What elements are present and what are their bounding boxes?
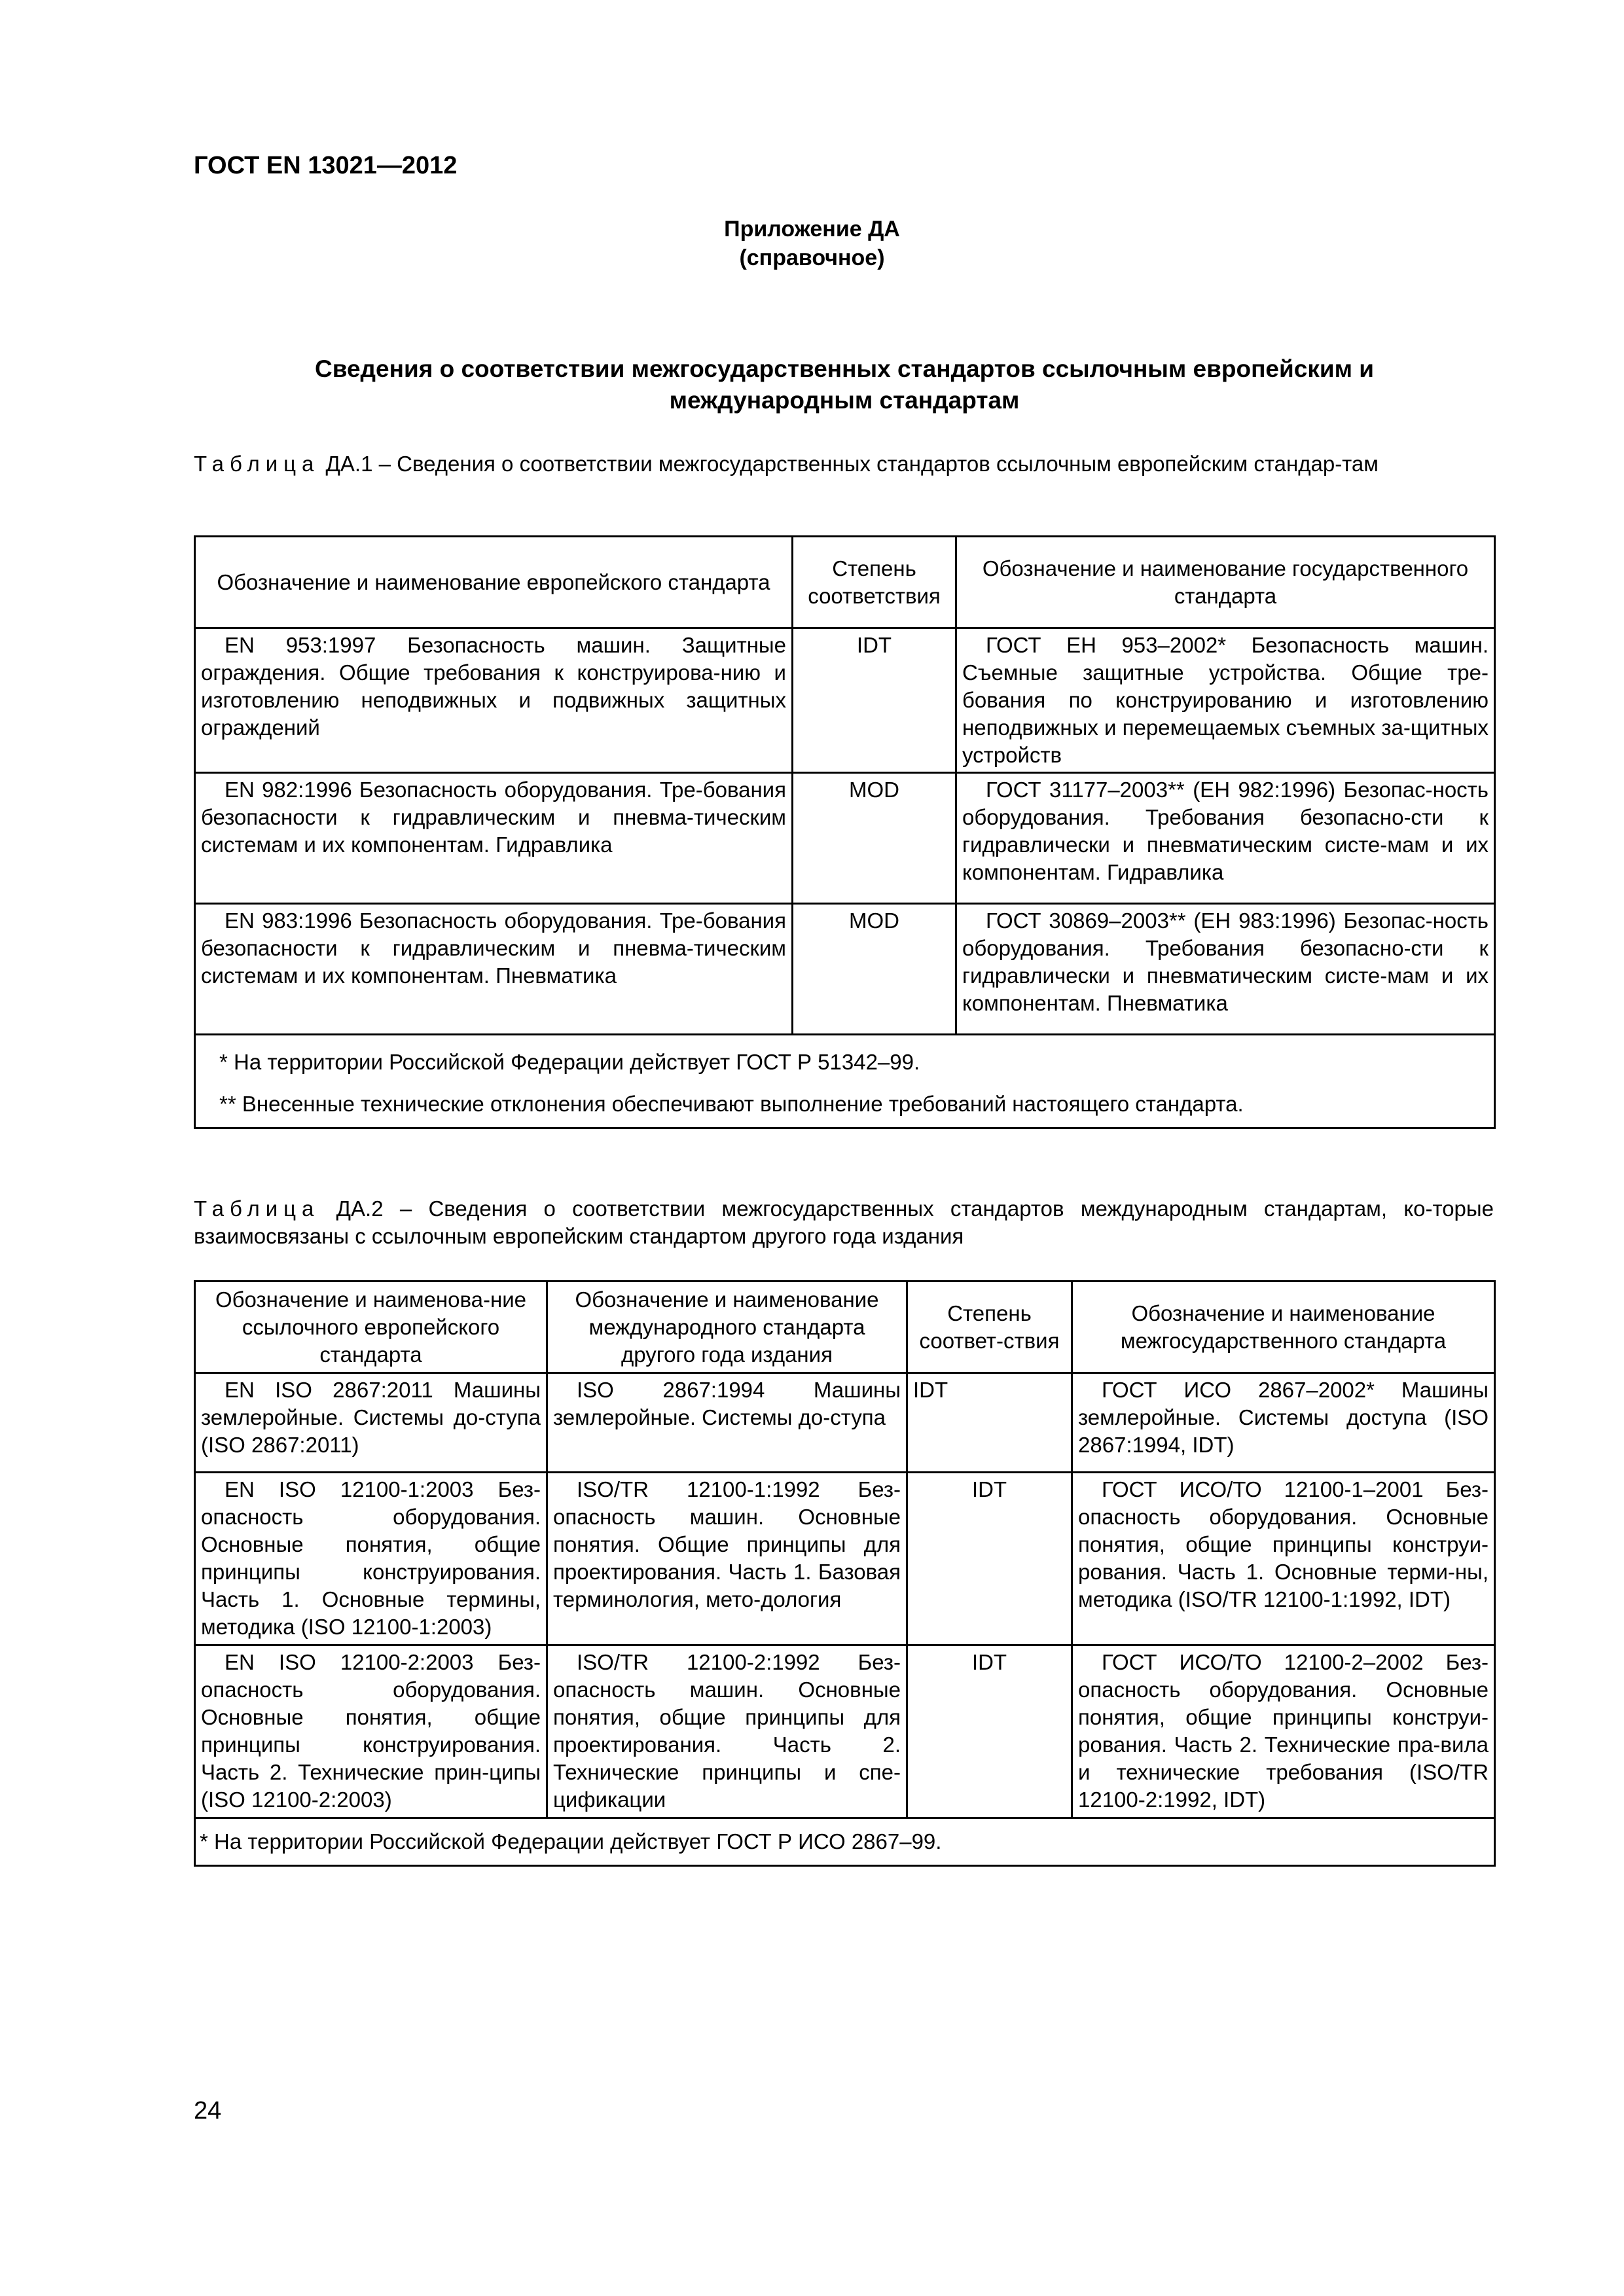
appendix-heading: [0, 215, 1624, 272]
table2-header-cell: Обозначение и наименование межгосударственного стандарта: [1072, 1282, 1495, 1373]
table2-cell-degree: IDT: [907, 1645, 1072, 1818]
table2-footnote-row: [195, 1818, 1495, 1866]
table2-cell-state-standard: ГОСТ ИСО 2867–2002* Машины землеройные. Системы доступа (ISO 2867:1994, IDT): [1072, 1373, 1495, 1473]
table2-header-cell: Обозначение и наименова-ние ссылочного европейского стандарта: [195, 1282, 547, 1373]
table1-caption-label: Таблица: [194, 452, 320, 476]
section-title-line-1: Сведения о соответствии межгосударственных стандартов ссылочным европейским и: [315, 355, 1374, 382]
table1-cell-degree: IDT: [793, 628, 956, 773]
table2-cell-european-standard: EN ISO 2867:2011 Машины землеройные. Системы до-ступа (ISO 2867:2011): [195, 1373, 547, 1473]
table-row: [195, 628, 1495, 773]
table2-caption: [194, 1195, 1494, 1250]
table2-header-row: [195, 1282, 1495, 1373]
table2-cell-european-standard: EN ISO 12100-1:2003 Без-опасность оборудования. Основные понятия, общие принципы конструирования. Часть 1. Основные термины, методика (ISO 12100-1:2003): [195, 1473, 547, 1645]
table1-cell-european-standard: EN 953:1997 Безопасность машин. Защитные ограждения. Общие требования к конструирова-нию и изготовлению неподвижных и подвижных защитных ограждений: [195, 628, 793, 773]
table2-footnote: * На территории Российской Федерации действует ГОСТ Р ИСО 2867–99.: [195, 1818, 1495, 1866]
table1-footnotes: [195, 1035, 1495, 1128]
table2-caption-label: Таблица: [194, 1196, 320, 1221]
table1-caption-text: ДА.1 – Сведения о соответствии межгосударственных стандартов ссылочным европейским стандар-там: [319, 452, 1379, 476]
table1-header-cell: Обозначение и наименование европейского стандарта: [195, 537, 793, 628]
table-row: [195, 773, 1495, 904]
section-title-line-2: международным стандартам: [669, 387, 1020, 414]
table2-cell-international-standard: ISO 2867:1994 Машины землеройные. Системы до-ступа: [547, 1373, 907, 1473]
table2: [194, 1280, 1496, 1867]
table2-header-cell: Степень соответ-ствия: [907, 1282, 1072, 1373]
table-row: [195, 904, 1495, 1035]
table2-header-cell: Обозначение и наименование международного стандарта другого года издания: [547, 1282, 907, 1373]
table1-cell-degree: MOD: [793, 904, 956, 1035]
table1-cell-degree: MOD: [793, 773, 956, 904]
table1-footnote: ** Внесенные технические отклонения обеспечивают выполнение требований настоящего стандарта.: [219, 1092, 1244, 1116]
table1-cell-state-standard: ГОСТ ЕН 953–2002* Безопасность машин. Съемные защитные устройства. Общие тре-бования по конструированию и изготовлению неподвижных и перемещаемых съемных за-щитных устройств: [956, 628, 1495, 773]
table1-header-row: [195, 537, 1495, 628]
table-row: [195, 1373, 1495, 1473]
table-row: [195, 1473, 1495, 1645]
table2-cell-degree: IDT: [907, 1473, 1072, 1645]
appendix-subtitle: (справочное): [739, 245, 885, 270]
table1-caption: [194, 450, 1494, 478]
section-title: [196, 353, 1492, 416]
table2-cell-international-standard: ISO/TR 12100-2:1992 Без-опасность машин. Основные понятия, общие принципы для проектирования. Часть 2. Технические принципы и спе-цификации: [547, 1645, 907, 1818]
table1-cell-european-standard: EN 983:1996 Безопасность оборудования. Тре-бования безопасности к гидравлическим и пневма-тическим системам и их компонентам. Пневматика: [195, 904, 793, 1035]
table1-footnote: * На территории Российской Федерации действует ГОСТ Р 51342–99.: [219, 1050, 920, 1074]
page-number: 24: [194, 2097, 222, 2125]
table2-cell-state-standard: ГОСТ ИСО/ТО 12100-1–2001 Без-опасность оборудования. Основные понятия, общие принципы конструи-рования. Часть 1. Основные терми-ны, методика (ISO/TR 12100-1:1992, IDT): [1072, 1473, 1495, 1645]
table1-header-cell: Обозначение и наименование государственного стандарта: [956, 537, 1495, 628]
table-row: [195, 1645, 1495, 1818]
table2-cell-international-standard: ISO/TR 12100-1:1992 Без-опасность машин. Основные понятия. Общие принципы для проектирования. Часть 1. Базовая терминология, мето-дология: [547, 1473, 907, 1645]
table2-cell-european-standard: EN ISO 12100-2:2003 Без-опасность оборудования. Основные понятия, общие принципы конструирования. Часть 2. Технические прин-ципы (ISO 12100-2:2003): [195, 1645, 547, 1818]
table1-footnote-row: [195, 1035, 1495, 1128]
table1-cell-european-standard: EN 982:1996 Безопасность оборудования. Тре-бования безопасности к гидравлическим и пневма-тическим системам и их компонентам. Гидравлика: [195, 773, 793, 904]
table1-cell-state-standard: ГОСТ 31177–2003** (ЕН 982:1996) Безопас-ность оборудования. Требования безопасно-сти к гидравлически и пневматическим систе-мам и их компонентам. Гидравлика: [956, 773, 1495, 904]
table2-cell-state-standard: ГОСТ ИСО/ТО 12100-2–2002 Без-опасность оборудования. Основные понятия, общие принципы конструи-рования. Часть 2. Технические пра-вила и технические требования (ISO/TR 12100-2:1992, IDT): [1072, 1645, 1495, 1818]
table2-caption-text: ДА.2 – Сведения о соответствии межгосударственных стандартов международным стандартам, ко-торые взаимосвязаны с ссылочным европейским стандартом другого года издания: [194, 1196, 1494, 1248]
document-code-header: ГОСТ EN 13021—2012: [194, 152, 458, 179]
appendix-title: Приложение ДА: [724, 217, 900, 242]
table1-cell-state-standard: ГОСТ 30869–2003** (ЕН 983:1996) Безопас-ность оборудования. Требования безопасно-сти к гидравлически и пневматическим систе-мам и их компонентам. Пневматика: [956, 904, 1495, 1035]
table2-cell-degree: IDT: [907, 1373, 1072, 1473]
table1-header-cell: Степень соответствия: [793, 537, 956, 628]
table1: [194, 535, 1496, 1129]
